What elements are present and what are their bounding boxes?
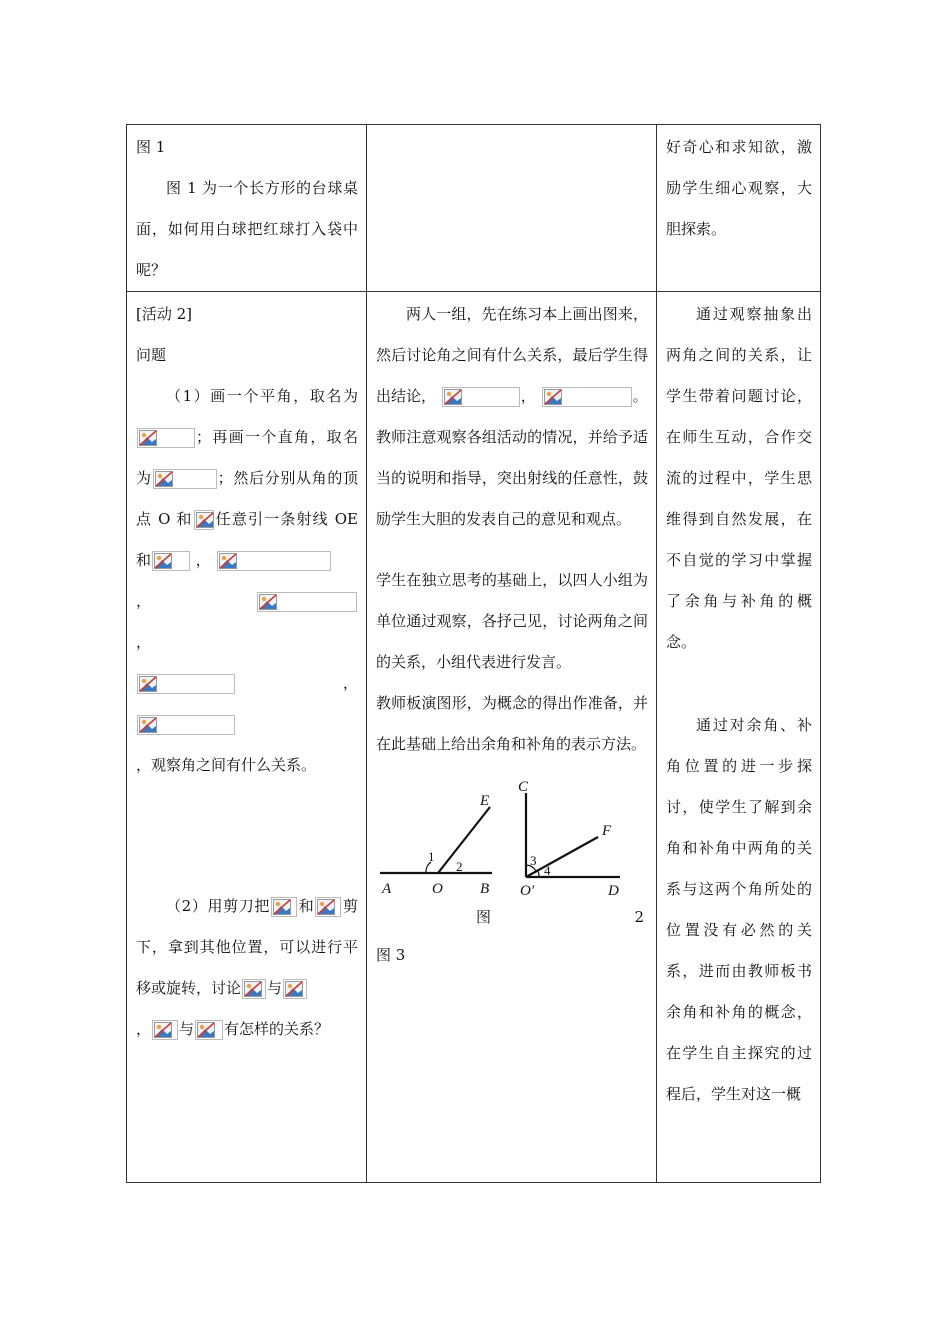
label-1: 1 (428, 849, 435, 864)
broken-image-icon (152, 551, 190, 571)
broken-image-icon (194, 510, 214, 530)
broken-image-icon (153, 469, 217, 489)
broken-image-icon (242, 979, 266, 999)
label-C: C (518, 779, 529, 795)
question-2: （2）用剪刀把 和 剪下，拿到其他位置，可以进行平移或旋转，讨论 与 ， 与 有怎样的关系？ (136, 897, 358, 1038)
question-1: （1）画一个平角，取名为 ；再画一个直角，取名为 ；然后分别从角的顶点 O 和 任意引一条射线 OE 和 ， ， ， ， ，观察角之间有什么关系。 (136, 387, 358, 774)
lesson-table (126, 124, 821, 1183)
label-E: E (480, 793, 490, 809)
broken-image-icon (542, 387, 632, 407)
broken-image-icon (257, 592, 357, 612)
table-row (127, 125, 821, 292)
activity-p3: 学生在独立思考的基础上，以四人小组为单位通过观察，各抒己见，讨论两角之间的关系，小组代表进行发言。 (376, 571, 648, 671)
cell-activity (367, 292, 657, 1183)
broken-image-icon (137, 428, 195, 448)
activity-p1: 两人一组，先在练习本上画出图来，然后讨论角之间有什么关系，最后学生得出结论， ， 。 (376, 305, 648, 405)
activity-p2: 教师注意观察各组活动的情况，并给予适当的说明和指导，突出射线的任意性，鼓励学生大胆的发表自己的意见和观点。 (376, 428, 648, 528)
question-label: 问题 (136, 346, 167, 364)
broken-image-icon (271, 897, 297, 917)
label-A: A (382, 881, 392, 897)
label-2: 2 (456, 859, 463, 874)
activity-p4: 教师板演图形，为概念的得出作准备，并在此基础上给出余角和补角的表示方法。 (376, 694, 648, 753)
purpose-p2: 通过对余角、补角位置的进一步探讨，使学生了解到余角和补角中两角的关系与这两个角所处的位置没有必然的关系，进而由教师板书余角和补角的概念，在学生自主探究的过程后，学生对这一概 (666, 716, 812, 1103)
problem-text: 图 1 为一个长方形的台球桌面，如何用白球把红球打入袋中呢？ (136, 179, 358, 279)
purpose-text: 好奇心和求知欲，激励学生细心观察，大胆探索。 (666, 138, 812, 238)
activity-heading: [活动 2] (136, 305, 193, 323)
cell-purpose (657, 292, 821, 1183)
cell-content (127, 292, 367, 1183)
label-D: D (608, 883, 619, 899)
purpose-p1: 通过观察抽象出两角之间的关系，让学生带着问题讨论，在师生互动，合作交流的过程中，学生思维得到自然发展，在不自觉的学习中掌握了余角与补角的概念。 (666, 305, 812, 651)
label-F: F (602, 823, 612, 839)
angle-figure (376, 779, 646, 899)
broken-image-icon (195, 1020, 223, 1040)
label-3: 3 (530, 853, 537, 868)
cell-purpose (657, 125, 821, 292)
label-O: O (432, 881, 443, 897)
figure-3-caption: 图 3 (376, 946, 406, 964)
label-B: B (480, 881, 490, 897)
broken-image-icon (442, 387, 520, 407)
label-O-prime: O′ (520, 883, 535, 899)
cell-activity (367, 125, 657, 292)
broken-image-icon (152, 1020, 178, 1040)
broken-image-icon (315, 897, 341, 917)
table-row (127, 292, 821, 1183)
figure-caption: 图 2 (476, 908, 644, 926)
label-4: 4 (544, 863, 551, 878)
cell-content (127, 125, 367, 292)
broken-image-icon (137, 715, 235, 735)
figure-label: 图 1 (136, 138, 166, 156)
broken-image-icon (217, 551, 331, 571)
broken-image-icon (137, 674, 235, 694)
broken-image-icon (283, 979, 307, 999)
